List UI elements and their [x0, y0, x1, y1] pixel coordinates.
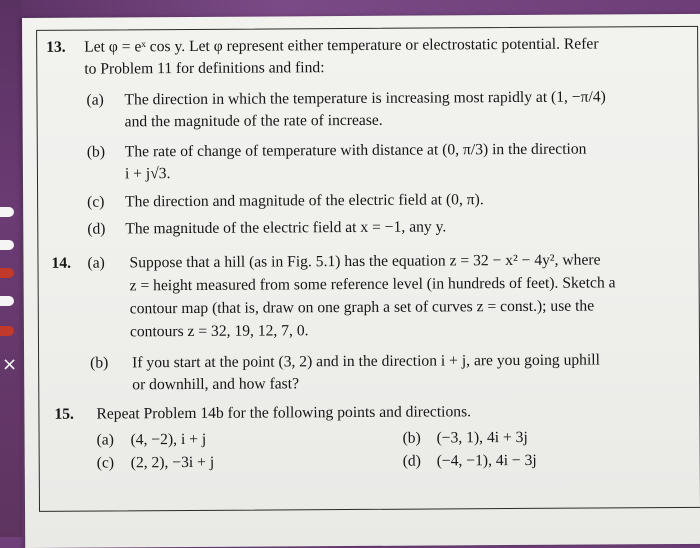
close-icon[interactable]: ×	[2, 354, 18, 375]
problem-15a-text: (4, −2), i + j	[130, 430, 207, 449]
problem-14a-line-2: z = height measured from some reference level (in hundreds of feet). Sketch a	[129, 274, 616, 295]
problem-14a-line-4: contours z = 32, 19, 12, 7, 0.	[129, 322, 309, 341]
problem-13a-label: (a)	[86, 91, 104, 109]
problem-15a-label: (a)	[96, 431, 114, 449]
problem-13d-line-1: The magnitude of the electric field at x = −1, any y.	[125, 218, 447, 238]
problem-14a-line-1: Suppose that a hill (as in Fig. 5.1) has the equation z = 32 − x² − 4y², where	[129, 251, 601, 272]
problem-13b-label: (b)	[86, 143, 106, 161]
problem-15c-label: (c)	[96, 454, 115, 472]
problem-14a-label: (a)	[87, 254, 105, 272]
sidebar-tab[interactable]	[0, 207, 14, 217]
sidebar-tab-red[interactable]	[0, 268, 14, 278]
problem-13b-line-2: i + j√3.	[124, 165, 171, 183]
problem-13-number: 13.	[46, 38, 66, 56]
problem-14a-line-3: contour map (that is, draw on one graph a set of curves z = const.); use the	[129, 297, 595, 318]
sidebar-tab-red[interactable]	[0, 326, 14, 336]
sidebar-tab[interactable]	[0, 240, 14, 250]
problem-13d-label: (d)	[87, 220, 106, 238]
problem-14-number: 14.	[51, 254, 72, 272]
problem-15d-text: (−4, −1), 4i − 3j	[436, 451, 537, 470]
problem-15d-label: (d)	[402, 452, 421, 470]
problem-15b-label: (b)	[402, 429, 421, 447]
problem-14b-line-2: or downhill, and how fast?	[132, 375, 300, 394]
problem-15c-text: (2, 2), −3i + j	[130, 453, 215, 472]
problem-15-intro: Repeat Problem 14b for the following points and directions.	[96, 403, 472, 423]
problem-13a-line-1: The direction in which the temperature is increasing most rapidly at (1, −π/4)	[124, 88, 606, 109]
problem-14b-line-1: If you start at the point (3, 2) and in the direction i + j, are you going uphill	[132, 351, 600, 372]
problem-13b-line-1: The rate of change of temperature with distance at (0, π/3) in the direction	[124, 140, 587, 161]
problem-15b-text: (−3, 1), 4i + 3j	[436, 428, 528, 447]
problem-15-number: 15.	[54, 405, 74, 423]
problem-13a-line-2: and the magnitude of the rate of increase.	[124, 111, 383, 131]
problem-13c-label: (c)	[87, 193, 105, 211]
textbook-page	[22, 14, 700, 548]
problem-13-intro-line-1: Let φ = eˣ cos y. Let φ represent either temperature or electrostatic potential. Refer	[84, 35, 599, 56]
sidebar-tab[interactable]	[0, 296, 14, 306]
problem-13c-line-1: The direction and magnitude of the electric field at (0, π).	[125, 191, 484, 211]
problem-13-intro-line-2: to Problem 11 for definitions and find:	[84, 59, 325, 78]
problem-14b-label: (b)	[90, 354, 109, 372]
